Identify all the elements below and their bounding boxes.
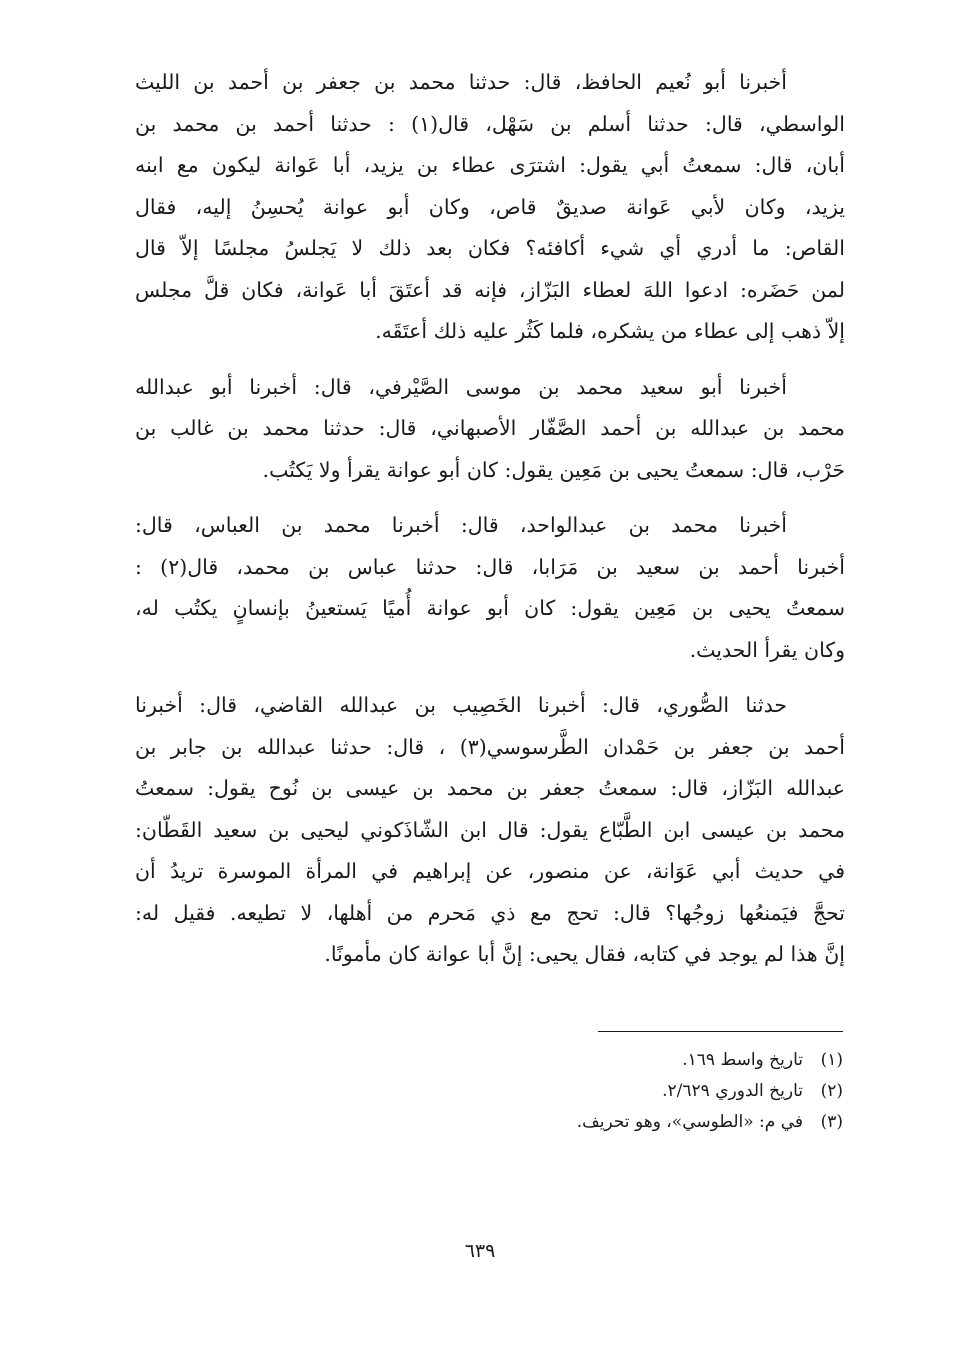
footnote-3 [380,1107,843,1138]
text-line: الواسطي، قال: حدثنا أسلم بن سَهْل، قال(١) : حدثنا أحمد بن محمد بن [135,111,845,136]
text-line: أخبرنا محمد بن عبدالواحد، قال: أخبرنا محمد بن العباس، قال: [135,513,787,537]
text-line: سمعتُ يحيى بن مَعِين يقول: كان أبو عوانة أُميًا يَستعينُ بإنسانٍ يكتُب له، [135,596,845,620]
text-line: أبان، قال: سمعتُ أبي يقول: اشترَى عطاء بن يزيد، أبا عَوانة ليكون مع ابنه [135,153,845,177]
text-line: القاص: ما أدري أي شيء أكافئه؟ فكان بعد ذلك لا يَجلسُ مجلسًا إلاّ قال [135,236,845,260]
footnote-text: تاريخ واسط ١٦٩. [682,1050,803,1070]
text-line: أخبرنا أحمد بن سعيد بن مَرَابا، قال: حدثنا عباس بن محمد، قال(٢) : [135,554,845,579]
text-line: محمد بن عبدالله بن أحمد الصَّفّار الأصبهاني، قال: حدثنا محمد بن غالب بن [135,416,845,440]
footnote-divider [598,1031,843,1032]
footnote-text: تاريخ الدوري ٢/٦٢٩. [662,1081,803,1101]
paragraph-1 [135,62,845,353]
text-line: يزيد، وكان لأبي عَوانة صديقٌ قاص، وكان أبو عوانة يُحسِنُ إليه، فقال [135,194,845,219]
text-line: وكان يقرأ الحديث. [689,637,845,662]
text-line: إلاّ ذهب إلى عطاء من يشكره، فلما كَثُر عليه ذلك أعتَقَه. [375,319,845,343]
text-line: لمن حَضَره: ادعوا اللهَ لعطاء البَزّاز، فإنه قد أعتَقَ أبا عَوانة، فكان قلَّ مجلس [135,277,845,302]
footnote-1 [380,1045,843,1076]
footnote-text: في م: «الطوسي»، وهو تحريف. [576,1112,803,1132]
footnote-number: (١) [820,1050,843,1070]
text-line: أحمد بن جعفر بن حَمْدان الطَّرسوسي(٣) ، قال: حدثنا عبدالله بن جابر بن [135,734,845,759]
text-line: محمد بن عيسى ابن الطَّبّاع يقول: قال ابن الشّاذَكوني ليحيى بن سعيد القَطّان: [135,817,845,842]
text-line: إنَّ هذا لم يوجد في كتابه، فقال يحيى: إنَّ أبا عوانة كان مأمونًا. [324,942,845,966]
paragraph-4 [135,685,845,976]
footnote-number: (٢) [820,1081,843,1101]
paragraph-2 [135,367,845,492]
text-line: تحجَّ فيَمنعُها زوجُها؟ قال: تحج مع ذي مَحرم من أهلها، لا تطيعه. فقيل له: [135,900,845,925]
text-line: أخبرنا أبو سعيد محمد بن موسى الصَّيْرفي، قال: أخبرنا أبو عبدالله [135,374,787,399]
text-line: عبدالله البَزّاز، قال: سمعتُ جعفر بن محمد بن عيسى بن نُوح يقول: سمعتُ [135,776,845,800]
text-line: حدثنا الصُّوري، قال: أخبرنا الخَصِيب بن عبدالله القاضي، قال: أخبرنا [135,693,787,717]
paragraph-3 [135,505,845,671]
footnote-2 [380,1076,843,1107]
page-number: ٦٣٩ [464,1240,496,1262]
text-line: حَرْب، قال: سمعتُ يحيى بن مَعِين يقول: كان أبو عوانة يقرأ ولا يَكتُب. [262,457,845,482]
footnotes [380,1045,843,1138]
text-line: في حديث أبي عَوَانة، عن منصور، عن إبراهيم في المرأة الموسرة تريدُ أن [135,859,845,883]
text-line: أخبرنا أبو نُعيم الحافظ، قال: حدثنا محمد بن جعفر بن أحمد بن الليث [135,70,787,94]
footnote-number: (٣) [820,1112,843,1132]
main-text [135,62,845,990]
